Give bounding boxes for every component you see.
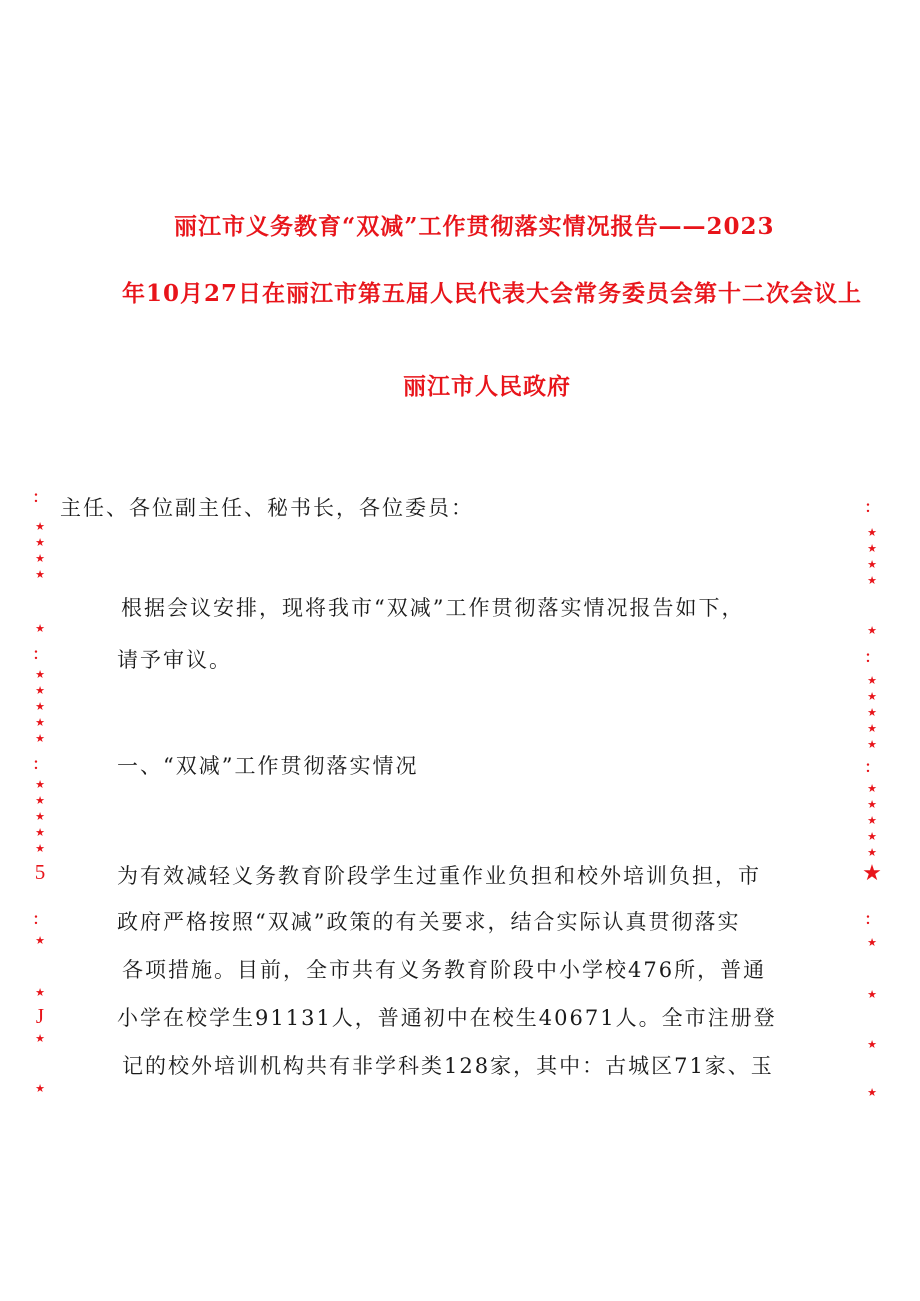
star-icon: ★	[867, 574, 877, 587]
star-icon: ★	[35, 700, 45, 713]
paragraph-line-4: 小学在校学生91131人，普通初中在校生40671人。全市注册登	[117, 1006, 777, 1030]
star-icon: ★	[867, 830, 877, 843]
star-icon: ★	[35, 1032, 45, 1045]
right-margin-decoration	[860, 490, 884, 1110]
star-icon: ★	[35, 1082, 45, 1095]
star-icon: ★	[35, 826, 45, 839]
star-icon: ★	[867, 690, 877, 703]
star-icon: ★	[867, 782, 877, 795]
margin-mark: J	[35, 1004, 45, 1028]
star-icon: ★	[867, 988, 877, 1001]
paragraph-line-3: 各项措施。目前，全市共有义务教育阶段中小学校476所，普通	[122, 958, 767, 982]
margin-mark: ：	[864, 648, 880, 666]
star-icon: ★	[35, 552, 45, 565]
star-icon: ★	[35, 934, 45, 947]
section-heading: 一、“双减”工作贯彻落实情况	[117, 754, 419, 778]
star-icon: ★	[867, 526, 877, 539]
intro-line-1: 根据会议安排，现将我市“双减”工作贯彻落实情况报告如下，	[121, 596, 745, 620]
star-icon: ★	[35, 778, 45, 791]
star-icon: ★	[867, 722, 877, 735]
star-icon: ★	[35, 622, 45, 635]
star-icon: ★	[35, 986, 45, 999]
star-icon: ★	[867, 798, 877, 811]
star-icon: ★	[867, 1038, 877, 1051]
star-icon: ★	[867, 936, 877, 949]
paragraph-line-1: 为有效减轻义务教育阶段学生过重作业负担和校外培训负担，市	[117, 864, 761, 888]
margin-mark: ：	[864, 498, 880, 516]
star-icon: ★	[867, 558, 877, 571]
margin-mark: ：	[32, 488, 48, 506]
margin-mark: ：	[32, 645, 48, 663]
star-icon: ★	[867, 1086, 877, 1099]
star-icon: ★	[35, 568, 45, 581]
star-icon: ★	[35, 716, 45, 729]
star-icon: ★	[35, 668, 45, 681]
margin-mark: ：	[32, 755, 48, 773]
paragraph-line-2: 政府严格按照“双减”政策的有关要求，结合实际认真贯彻落实	[117, 910, 741, 934]
star-icon: ★	[867, 814, 877, 827]
star-icon: ★	[867, 738, 877, 751]
paragraph-line-5: 记的校外培训机构共有非学科类128家，其中：古城区71家、玉	[122, 1054, 774, 1078]
margin-mark: ：	[32, 910, 48, 928]
star-icon: ★	[867, 624, 877, 637]
star-icon: ★	[35, 732, 45, 745]
star-icon: ★	[862, 861, 882, 886]
margin-mark: ：	[864, 910, 880, 928]
star-icon: ★	[35, 810, 45, 823]
star-icon: ★	[867, 706, 877, 719]
issuer-line: 丽江市人民政府	[403, 373, 571, 400]
star-icon: ★	[35, 520, 45, 533]
star-icon: ★	[35, 794, 45, 807]
left-margin-decoration	[28, 490, 52, 1110]
star-icon: ★	[867, 542, 877, 555]
intro-line-2: 请予审议。	[117, 648, 232, 672]
margin-mark: 5	[34, 860, 46, 884]
star-icon: ★	[35, 684, 45, 697]
star-icon: ★	[867, 674, 877, 687]
margin-mark: ：	[864, 758, 880, 776]
star-icon: ★	[867, 846, 877, 859]
star-icon: ★	[35, 536, 45, 549]
title-line-1: 丽江市义务教育“双减”工作贯彻落实情况报告——2023	[174, 213, 775, 240]
star-icon: ★	[35, 842, 45, 855]
title-line-2: 年10月27日在丽江市第五届人民代表大会常务委员会第十二次会议上	[122, 280, 863, 307]
salutation: 主任、各位副主任、秘书长，各位委员：	[60, 496, 474, 520]
